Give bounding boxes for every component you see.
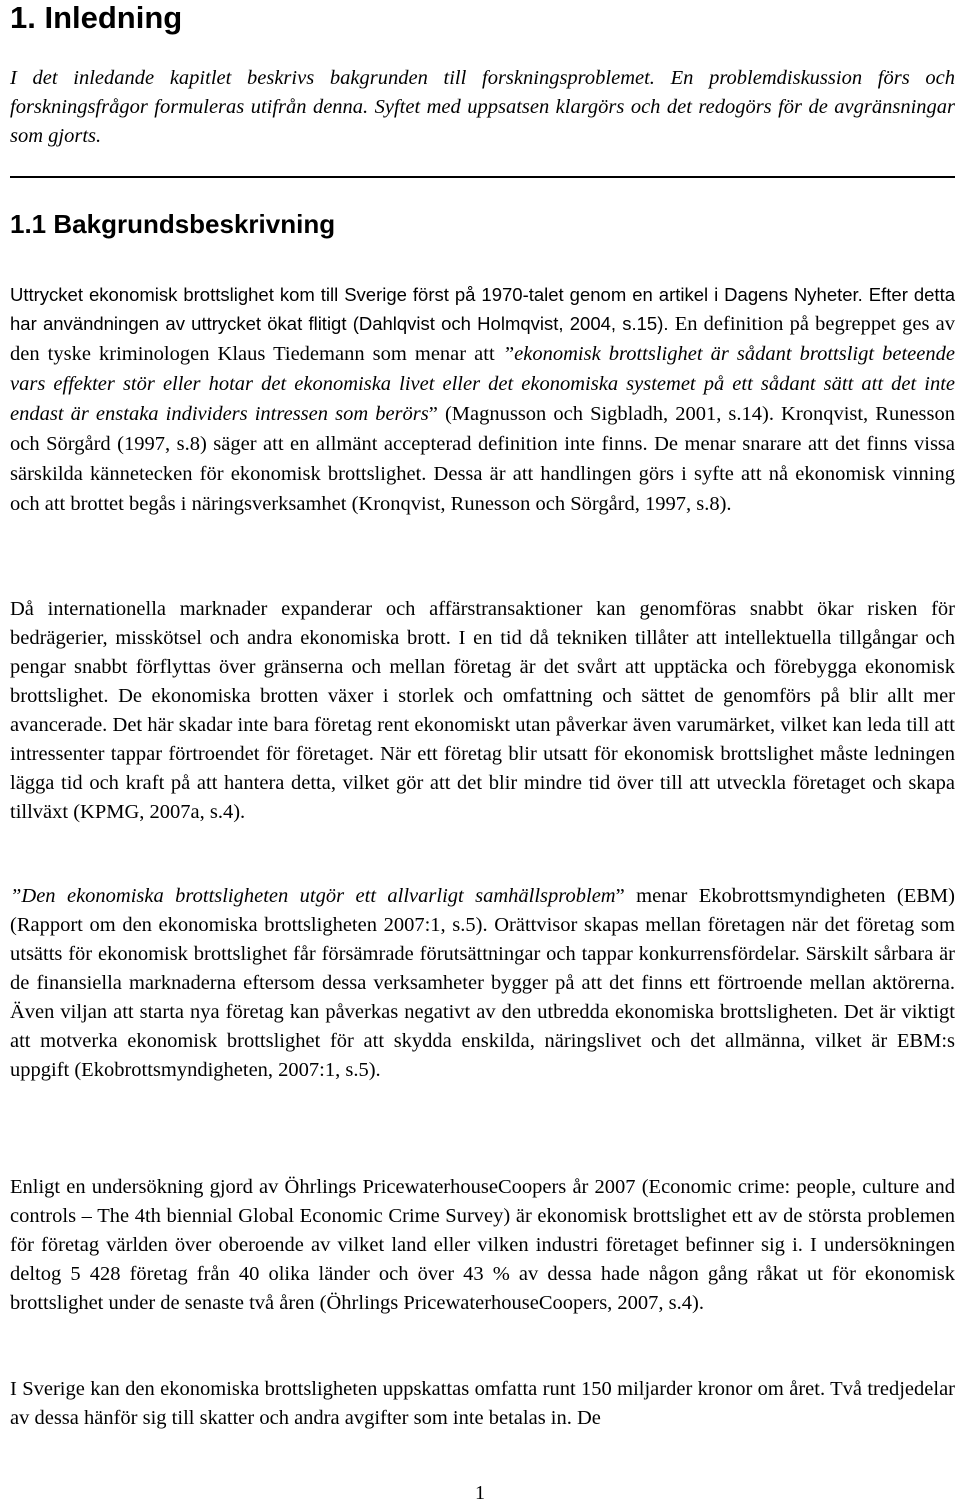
section-heading: 1.1 Bakgrundsbeskrivning — [10, 209, 336, 239]
paragraph-4: Enligt en undersökning gjord av Öhrlings PricewaterhouseCoopers år 2007 (Economic crime: people, culture and controls – The 4th biennial Global Economic Crime Survey) är ekonomisk brottslighet ett av de största problemen för företag världen över oberoende av vilket land eller vilken industri företaget befinner sig i. I undersökningen deltog 5 428 företag från 40 olika länder och över 43 % av dessa hade någon gång råkat ut för ekonomisk brottslighet under de senaste två åren (Öhrlings PricewaterhouseCoopers, 2007, s.4). — [10, 1176, 955, 1314]
paragraph-5: I Sverige kan den ekonomiska brottsligheten uppskattas omfatta runt 150 miljarder kronor om året. Två tredjedelar av dessa hänför sig till skatter och andra avgifter som inte betalas in. De — [10, 1378, 955, 1429]
paragraph-3-quote: ”Den ekonomiska brottsligheten utgör ett allvarligt samhällsproblem — [10, 885, 616, 907]
paragraph-1-continuation: ” (Magnusson och Sigbladh, 2001, s.14). Kronqvist, Runesson och Sörgård (1997, s.8) säger att en allmänt accepterad definition inte finns. De menar snarare att det finns vissa särskilda kännetecken för ekonomisk brottslighet. Dessa är att handlingen görs i syfte att nå ekonomisk vinning och att brottet begås i näringsverksamhet (Kronqvist, Runesson och Sörgård, 1997, s.8). — [10, 403, 956, 515]
paragraph-3-text: ” menar Ekobrottsmyndigheten (EBM) (Rapport om den ekonomiska brottsligheten 2007:1, s.5). Orättvisor skapas mellan företagen när det företag som utsätts för ekonomisk brottslighet får försämrade förutsättningar och tappar konkurrensfördelar. Särskilt sårbara är de finansiella marknaderna eftersom dessa verksamheter bygger på att det finns ett förtroende mellan aktörerna. Även viljan att starta nya företag kan påverkas negativt av den utbredda ekonomiska brottsligheten. Det är viktigt att motverka ekonomisk brottslighet för att skydda enskilda, näringslivet och det allmänna, vilket är EBM:s uppgift (Ekobrottsmyndigheten, 2007:1, s.5). — [10, 885, 955, 1081]
paragraph-2: Då internationella marknader expanderar och affärstransaktioner kan genomföras snabbt ökar risken för bedrägerier, misskötsel och andra ekonomiska brott. I en tid då tekniken tillåter att intellektuella tillgångar och pengar snabbt förflyttas över gränserna och mellan företag är det svårt att upptäcka och förebygga ekonomisk brottslighet. De ekonomiska brotten växer i storlek och omfattning och sättet de genomförs på blir allt mer avancerade. Det här skadar inte bara företag rent ekonomiskt utan påverkar även varumärket, vilket kan leda till att intressenter tappar förtroendet för företaget. När ett företag blir utsatt för ekonomisk brottslighet måste ledningen lägga tid och kraft på att hantera detta, vilket gör att det blir mindre tid över till att utveckla företaget och skapa tillväxt (KPMG, 2007a, s.4). — [10, 598, 955, 823]
section-divider — [10, 176, 955, 178]
paragraph-1 — [10, 280, 955, 519]
chapter-heading: 1. Inledning — [10, 0, 183, 35]
paragraph-1-sans-text: Uttrycket ekonomisk brottslighet kom till Sverige först på 1970-talet genom en artikel i Dagens Nyheter. Efter detta har användningen av uttrycket ökat flitigt (Dahlqvist och Holmqvist, 2004, s.15). — [10, 284, 955, 334]
paragraph-1-quote: ”ekonomisk brottslighet är sådant brottsligt beteende vars effekter stör eller hotar det ekonomiska livet eller det ekonomiska systemet på ett sådant sätt att det inte endast är enstaka individers intressen som berörs — [10, 343, 955, 425]
chapter-intro: I det inledande kapitlet beskrivs bakgrunden till forskningsproblemet. En problemdiskussion förs och forskningsfrågor formuleras utifrån denna. Syftet med uppsatsen klargörs och det redogörs för de avgränsningar som gjorts. — [10, 67, 955, 147]
paragraph-3 — [10, 882, 955, 1085]
page-number: 1 — [475, 1482, 485, 1504]
paragraph-1-serif-text: En definition på begreppet ges av den tyske kriminologen Klaus Tiedemann som menar att — [10, 313, 955, 365]
